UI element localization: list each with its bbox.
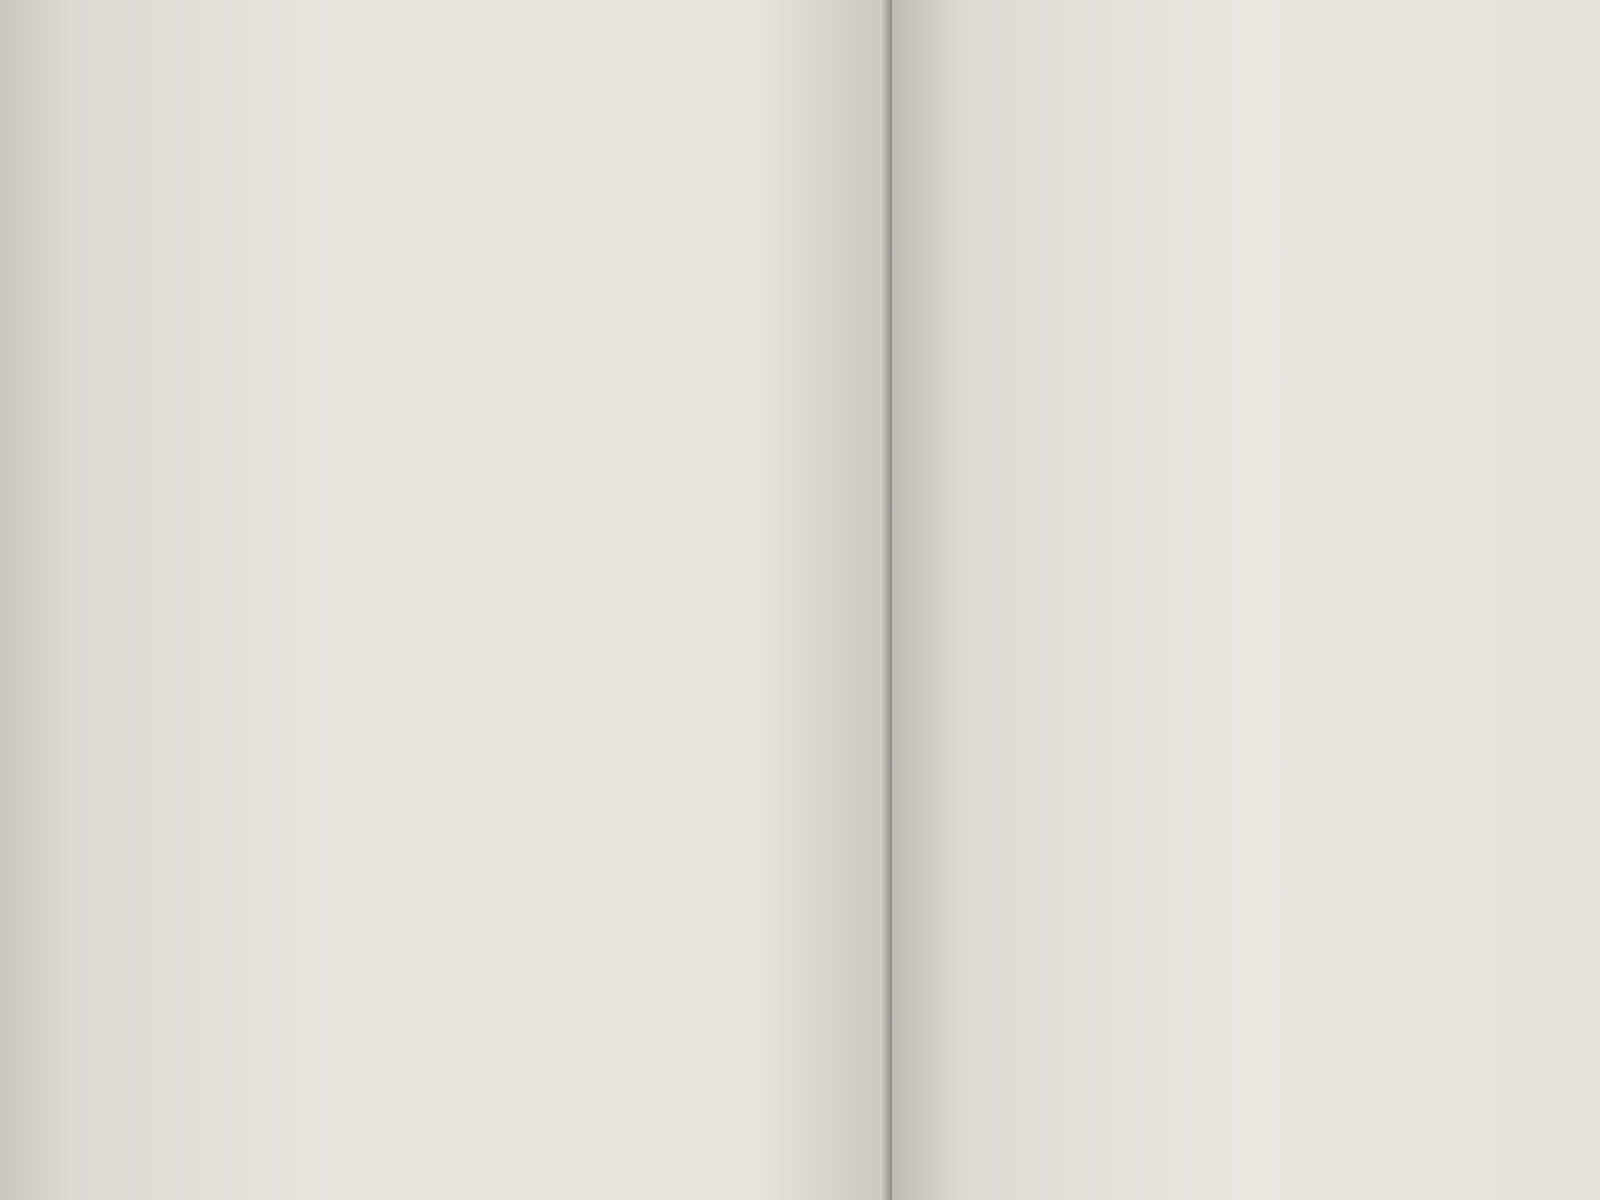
right-page-content [932, 6, 1570, 30]
right-page [892, 0, 1600, 1200]
toc-sections-right [932, 6, 1570, 30]
